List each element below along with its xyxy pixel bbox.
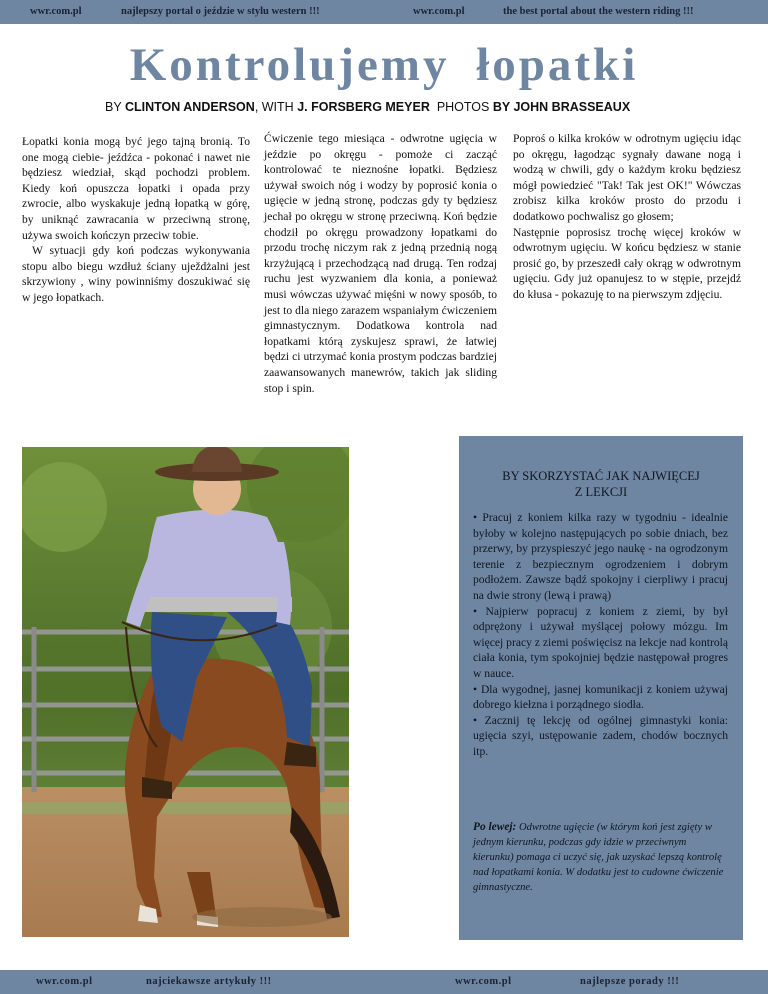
col3-paragraph-1: Poproś o kilka kroków w odrotnym ugięciu idąc po okręgu, łagodząc sygnały dawane nogą i wodzą w chwili, gdy o każdym kroku będziesz mógł powiedzieć "Tak! Tak jest OK!" Wówczas zrobisz kilka kroków prosto do przodu i dodatkowo pochwalisz go głosem; (513, 132, 741, 223)
article-column-2 (264, 131, 497, 396)
photo-caption (473, 820, 728, 895)
col1-paragraph-2: W sytuacji gdy koń podczas wykonywania stopu albo biegu wzdłuż ściany uježdżalni jest skrzywiony , winy powinniśmy doszukiwać się w jego łopatkach. (22, 244, 250, 304)
sidebar-tip-3: • Dla wygodnej, jasnej komunikacji z koniem używaj dobrego kiełzna i porządnego siodła. (473, 682, 728, 712)
sidebar-tip-4: • Zacznij tę lekcję od ogólnej gimnastyki konia: ugięcia szyi, ustępowanie zadem, chodów bocznych itp. (473, 713, 728, 758)
col2-paragraph-1: Ćwiczenie tego miesiąca - odwrotne ugięcia w jeździe po okręgu - pomoże ci zacząć kontrolować te nieznośne łopatki. Będziesz używał swoich nóg i wodzy by poprosić konia o ugięcie w jedną stronę, podczas gdy ty będziesz jechał po okręgu w stronę przeciwną. Koń będzie chodził po okręgu prowadzony łopatkami do przodu trochę niczym rak z jedną przednią nogą krzyżującą i przechodzącą nad drugą. Ten rodzaj ruchu jest wyzwaniem dla konia, a ponieważ musi wówczas używać mięśni w nowy sposób, to jest to dla niego zarazem wspaniałym ćwiczeniem gimnastycznym. Dodatkowa kontrola nad łopatkami którą zyskujesz sprawi, że łatwiej będzi ci utrzymać konia prostym podczas bardziej zaawansowanych manewrów, takich jak sliding stop i spin. (264, 132, 497, 395)
top-site-link-mid[interactable]: wwr.com.pl (413, 6, 465, 17)
bottom-site-link-left[interactable]: wwr.com.pl (36, 976, 93, 987)
sidebar-heading-line-1: BY SKORZYSTAĆ JAK NAJWIĘCEJ (502, 469, 700, 483)
sidebar-tip-1: • Pracuj z koniem kilka razy w tygodniu - idealnie byłoby w kolejno następujących po sobie dniach, bez przerwy, by przyspieszyć jego naukę - na ogrodzonym terenie z bezpiecznym ogrodzeniem i dobrym podłożem. Zawsze bądź spokojny i cierpliwy i pracuj na dwie strony (lewą i prawą) (473, 511, 728, 602)
top-tagline-english: the best portal about the western riding !!! (503, 6, 694, 17)
byline-coauthor: J. FORSBERG MEYER (297, 100, 430, 114)
rider-horse-photo (22, 447, 349, 937)
bottom-site-link-mid[interactable]: wwr.com.pl (455, 976, 512, 987)
bottom-banner (0, 970, 768, 994)
article-column-1 (22, 134, 250, 306)
caption-label: Po lewej: (473, 821, 517, 833)
article-byline (105, 100, 630, 114)
bottom-articles-link[interactable]: najciekawsze artykuły !!! (146, 976, 272, 987)
sidebar-heading-line-2: Z LEKCJI (574, 485, 628, 499)
top-tagline-polish: najlepszy portal o jeździe w stylu western !!! (121, 6, 320, 17)
photo-illustration (22, 447, 349, 937)
byline-by: BY (105, 100, 122, 114)
article-title: Kontrolujemy łopatki (129, 39, 639, 91)
col1-paragraph-1: Łopatki konia mogą być jego tajną bronią. To one mogą ciebie- jeźdźca - pokonać i nawet nie będziesz wiedział, skąd pochodzi problem. Kiedy koń opuszcza łopatki i opada przy zwrocie, albo wyskakuje jedną łopatką w górę, by uniknąć zawracania w przeciwną stronę, używa swoich kończyn przeciw tobie. (22, 135, 250, 242)
bottom-advice-link[interactable]: najlepsze porady !!! (580, 976, 680, 987)
col3-paragraph-2: Następnie poprosisz trochę więcej kroków w odwrotnym ugięciu. W końcu będziesz w stanie prosić go, by przeszedł cały okrąg w odwrotnym ugięciu. Gdy już opanujesz to w stępie, przejdź do kłusa - pokazuję to na pierwszym zdjęciu. (513, 225, 741, 301)
top-banner (0, 0, 768, 24)
article-column-3 (513, 131, 741, 303)
byline-photos: PHOTOS (436, 100, 490, 114)
top-site-link-left[interactable]: wwr.com.pl (30, 6, 82, 17)
byline-photographer: BY JOHN BRASSEAUX (492, 100, 631, 114)
tips-sidebar (459, 436, 743, 940)
byline-author: CLINTON ANDERSON (124, 100, 255, 114)
caption-text: Odwrotne ugięcie (w którym koń jest zgięty w jednym kierunku, podczas gdy idzie w przeciwnym kierunku) pomaga ci uczyć się, jak uzyskać lepszą kontrolę nad łopatkami konia. W dodatku jest to cudowne ćwiczenie gimnastyczne. (473, 822, 724, 893)
sidebar-tips-list (473, 510, 728, 760)
sidebar-tip-2: • Najpierw popracuj z koniem z ziemi, by był odprężony i używał myślącej połowy mózgu. Im więcej pracy z ziemi poświęcisz na lekcje nad kontrolą ciała konia, tym spokojniej będzie następował progres w nauce. (473, 604, 728, 680)
sidebar-heading (459, 468, 743, 500)
byline-with: , WITH (254, 100, 294, 114)
